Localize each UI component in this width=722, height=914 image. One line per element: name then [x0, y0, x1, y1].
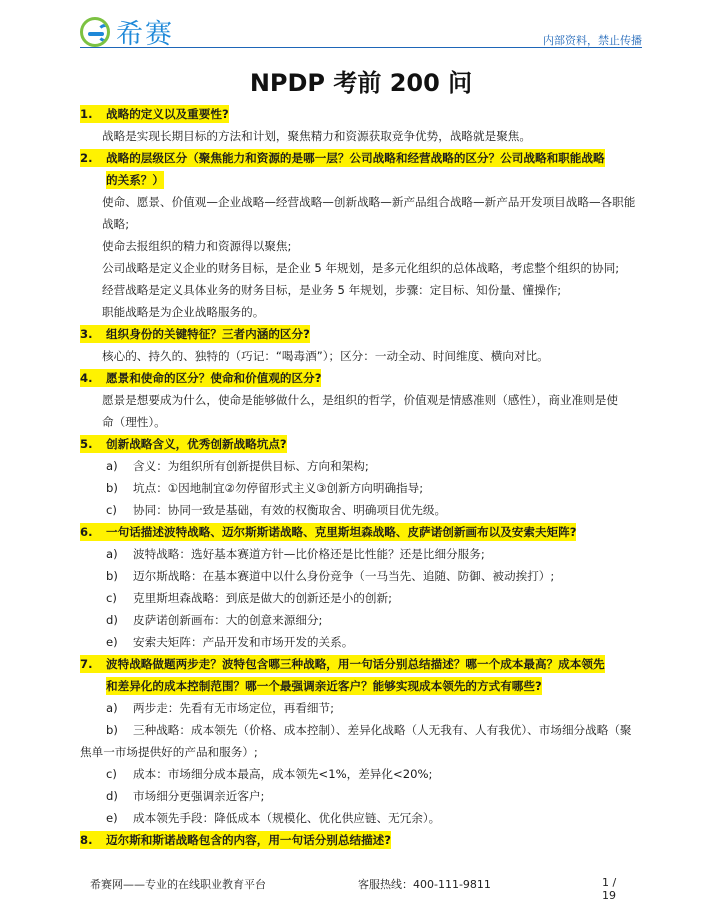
answer-4-line: 命（理性）。	[102, 415, 166, 429]
question-7: 7. 波特战略做题两步走？波特包含哪三种战略，用一句话分别总结描述？哪一个成本最高？成本领先	[80, 657, 605, 671]
question-3: 3. 组织身份的关键特征？三者内涵的区分?	[80, 327, 310, 341]
list-item: b) 坑点：①因地制宜②勿停留形式主义③创新方向明确指导;	[106, 481, 424, 495]
answer-3: 核心的、持久的、独特的（巧记：“喝毒酒”）；区分：一动全动、时间维度、横向对比。	[102, 349, 549, 363]
question-4: 4. 愿景和使命的区分？使命和价值观的区分?	[80, 371, 322, 385]
answer-2-line: 经营战略是定义具体业务的财务目标，是业务 5 年规划，步骤：定目标、知份量、懂操作;	[102, 283, 562, 297]
logo	[80, 12, 174, 51]
logo-mark-icon	[80, 17, 110, 47]
list-item: a) 两步走：先看有无市场定位，再看细节;	[106, 701, 335, 715]
question-2-cont: 的关系？）	[106, 173, 164, 187]
list-item: e) 安索夫矩阵：产品开发和市场开发的关系。	[106, 635, 354, 649]
answer-2-line: 使命、愿景、价值观—企业战略—经营战略—创新战略—新产品组合战略—新产品开发项目战略—各职能	[102, 195, 636, 209]
page-number: 1 / 19	[602, 876, 617, 902]
question-7-cont: 和差异化的成本控制范围？哪一个最强调亲近客户？能够实现成本领先的方式有哪些?	[106, 679, 542, 693]
list-item: c) 协同：协同一致是基础，有效的权衡取舍、明确项目优先级。	[106, 503, 447, 517]
page-header	[0, 0, 722, 56]
list-item: b) 迈尔斯战略：在基本赛道中以什么身份竞争（一马当先、追随、防御、被动挨打）;	[106, 569, 555, 583]
footer-hotline: 客服热线：400-111-9811	[358, 878, 491, 891]
question-1: 1. 战略的定义以及重要性?	[80, 107, 229, 121]
confidential-notice: 内部资料，禁止传播	[543, 34, 642, 47]
header-divider	[80, 47, 642, 48]
answer-2-line: 战略;	[102, 217, 130, 231]
answer-2-line: 职能战略是为企业战略服务的。	[102, 305, 265, 319]
list-item: d) 市场细分更强调亲近客户;	[106, 789, 265, 803]
list-item: a) 波特战略：选好基本赛道方针—比价格还是比性能？还是比细分服务;	[106, 547, 485, 561]
answer-2-line: 公司战略是定义企业的财务目标，是企业 5 年规划，是多元化组织的总体战略，考虑整个组织的协同;	[102, 261, 620, 275]
answer-2-line: 使命去报组织的精力和资源得以聚焦;	[102, 239, 292, 253]
list-item: c) 成本：市场细分成本最高，成本领先<1%，差异化<20%;	[106, 767, 433, 781]
list-item: e) 成本领先手段：降低成本（规模化、优化供应链、无冗余）。	[106, 811, 441, 825]
question-6: 6. 一句话描述波特战略、迈尔斯斯诺战略、克里斯坦森战略、皮萨诺创新画布以及安索夫矩阵?	[80, 525, 577, 539]
list-item: b) 三种战略：成本领先（价格、成本控制）、差异化战略（人无我有、人有我优）、市场细分战略（聚	[106, 723, 632, 737]
list-item: c) 克里斯坦森战略：到底是做大的创新还是小的创新;	[106, 591, 392, 605]
list-item: d) 皮萨诺创新画布：大的创意来源细分;	[106, 613, 323, 627]
qa-content	[80, 103, 642, 851]
question-2: 2. 战略的层级区分（聚焦能力和资源的是哪一层？公司战略和经营战略的区分？公司战略和职能战略	[80, 151, 605, 165]
question-8: 8. 迈尔斯和斯诺战略包含的内容，用一句话分别总结描述?	[80, 833, 391, 847]
answer-1: 战略是实现长期目标的方法和计划，聚焦精力和资源获取竞争优势，战略就是聚焦。	[102, 129, 531, 143]
footer-site: 希赛网——专业的在线职业教育平台	[90, 878, 266, 891]
logo-text: 希赛	[116, 19, 174, 50]
list-item-wrap: 焦单一市场提供好的产品和服务）;	[80, 745, 258, 759]
page-title: NPDP 考前 200 问	[249, 69, 473, 97]
list-item: a) 含义：为组织所有创新提供目标、方向和架构;	[106, 459, 369, 473]
answer-4-line: 愿景是想要成为什么，使命是能够做什么，是组织的哲学，价值观是情感准则（感性），商业准则是使	[102, 393, 618, 407]
question-5: 5. 创新战略含义，优秀创新战略坑点?	[80, 437, 287, 451]
